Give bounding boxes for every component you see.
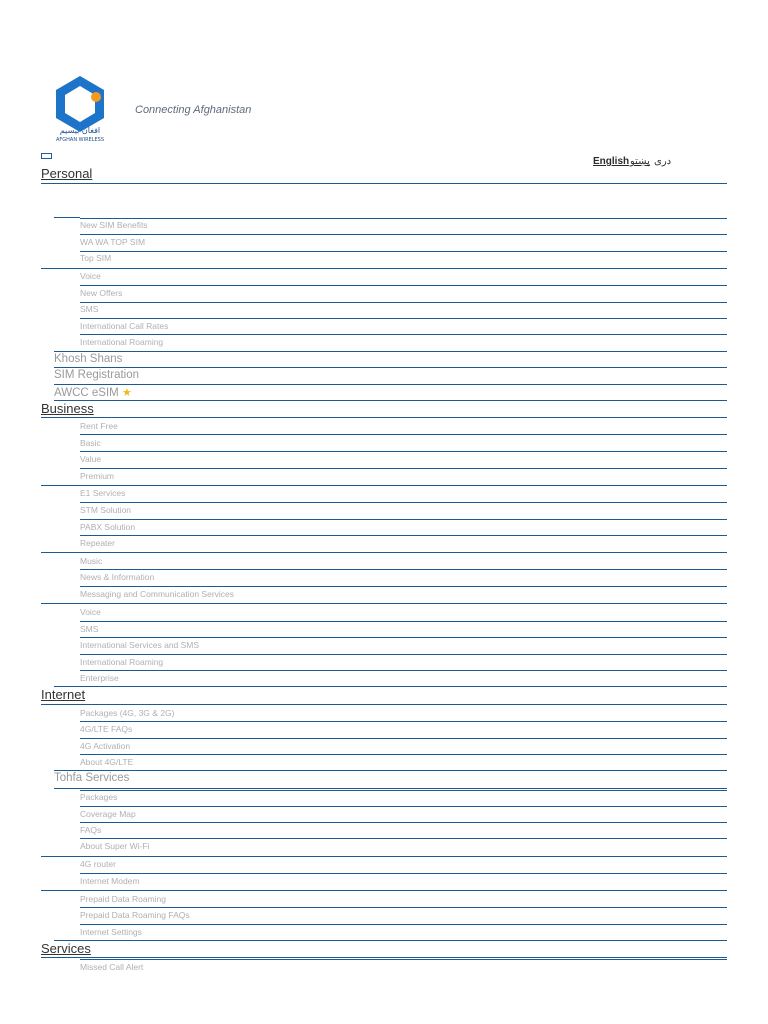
- menu-personal[interactable]: Personal: [41, 166, 93, 181]
- logo-orange-dot: [91, 92, 101, 102]
- menu-item[interactable]: About Super Wi-Fi: [80, 841, 150, 851]
- menu-item[interactable]: International Roaming: [80, 657, 164, 667]
- menu-item[interactable]: 4G Activation: [80, 741, 131, 751]
- menu-item[interactable]: WA WA TOP SIM: [80, 237, 146, 247]
- menu-item[interactable]: Basic: [80, 438, 101, 448]
- menu-item[interactable]: Voice: [80, 271, 101, 281]
- menu-item[interactable]: Value: [80, 454, 102, 464]
- menu-item[interactable]: International Services and SMS: [80, 640, 200, 650]
- menu-item[interactable]: Premium: [80, 471, 115, 481]
- menu-item[interactable]: Repeater: [80, 538, 115, 548]
- menu-toggle-icon[interactable]: [41, 153, 52, 159]
- menu-item[interactable]: News & Information: [80, 572, 155, 582]
- menu-item[interactable]: Missed Call Alert: [80, 962, 144, 972]
- logo-text-en: AFGHAN WIRELESS: [55, 137, 105, 143]
- menu-awcc-esim[interactable]: AWCC eSIM ★: [54, 387, 132, 399]
- menu-item[interactable]: Messaging and Communication Services: [80, 589, 235, 599]
- menu-item[interactable]: STM Solution: [80, 505, 132, 515]
- menu-item[interactable]: International Call Rates: [80, 321, 169, 331]
- logo-text-ar: افغان بیسیم: [59, 126, 101, 135]
- menu-item[interactable]: New SIM Benefits: [80, 220, 148, 230]
- menu-item[interactable]: Packages (4G, 3G & 2G): [80, 708, 175, 718]
- lang-dari[interactable]: دری: [654, 156, 672, 167]
- menu-item[interactable]: Enterprise: [80, 673, 119, 683]
- menu-item[interactable]: PABX Solution: [80, 522, 136, 532]
- menu-item[interactable]: Prepaid Data Roaming FAQs: [80, 910, 190, 920]
- menu-business[interactable]: Business: [41, 401, 94, 416]
- menu-item[interactable]: 4G router: [80, 859, 116, 869]
- star-icon: ★: [121, 387, 132, 399]
- menu-sim-registration[interactable]: SIM Registration: [54, 369, 140, 381]
- menu-item[interactable]: 4G/LTE FAQs: [80, 724, 133, 734]
- menu-item[interactable]: Prepaid Data Roaming: [80, 894, 166, 904]
- lang-pashto[interactable]: پښتو: [630, 156, 650, 167]
- afghan-wireless-logo[interactable]: [52, 72, 108, 144]
- menu-item[interactable]: FAQs: [80, 825, 102, 835]
- menu-item[interactable]: Internet Modem: [80, 876, 140, 886]
- menu-item[interactable]: Packages: [80, 792, 118, 802]
- menu-item[interactable]: Internet Settings: [80, 927, 142, 937]
- lang-english[interactable]: English: [593, 156, 630, 167]
- menu-item[interactable]: Coverage Map: [80, 809, 136, 819]
- menu-item[interactable]: Rent Free: [80, 421, 118, 431]
- menu-item[interactable]: Top SIM: [80, 253, 112, 263]
- tagline: Connecting Afghanistan: [135, 104, 252, 116]
- menu-item[interactable]: New Offers: [80, 288, 123, 298]
- menu-item[interactable]: Voice: [80, 607, 101, 617]
- menu-khosh-shans[interactable]: Khosh Shans: [54, 353, 123, 365]
- menu-item[interactable]: Music: [80, 556, 103, 566]
- menu-item[interactable]: International Roaming: [80, 337, 164, 347]
- menu-item[interactable]: E1 Services: [80, 488, 126, 498]
- menu-internet[interactable]: Internet: [41, 687, 86, 702]
- menu-tohfa-services[interactable]: Tohfa Services: [54, 772, 130, 784]
- menu-item[interactable]: SMS: [80, 624, 99, 634]
- menu-services[interactable]: Services: [41, 941, 91, 956]
- menu-item[interactable]: SMS: [80, 304, 99, 314]
- menu-item[interactable]: About 4G/LTE: [80, 757, 134, 767]
